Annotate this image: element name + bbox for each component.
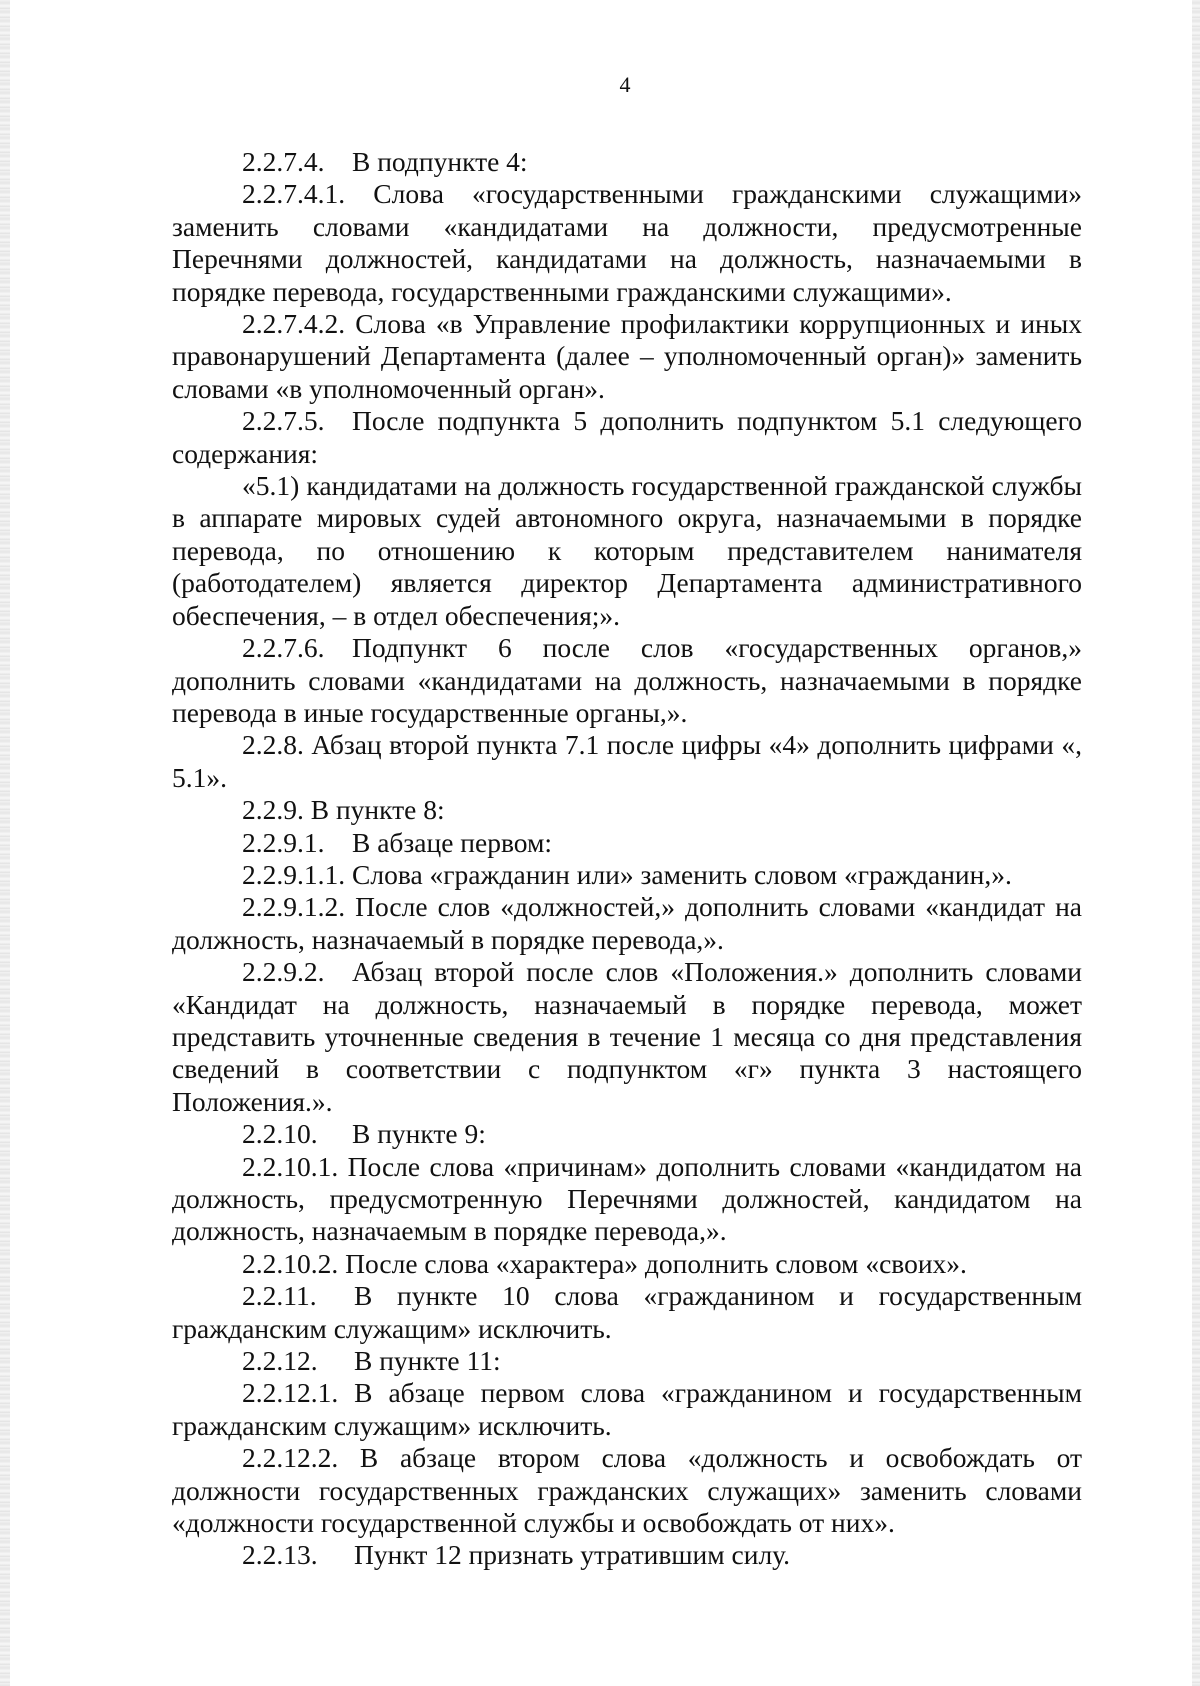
paragraph-2-2-7-4-1 bbox=[172, 178, 1082, 308]
item-number: 2.2.7.6. bbox=[242, 632, 325, 664]
paragraph-text: После подпункта 5 дополнить подпунктом 5.1 следующего содержания: bbox=[172, 405, 1082, 469]
paragraph-2-2-10-1 bbox=[172, 1151, 1082, 1248]
paragraph-text: 2.2.9.1.2. После слов «должностей,» дополнить словами «кандидат на должность, назначаемый в порядке перевода,». bbox=[172, 891, 1082, 955]
paragraph-2-2-9-2 bbox=[172, 956, 1082, 1118]
paragraph-text: В пункте 10 слова «гражданином и государственным гражданским служащим» исключить. bbox=[172, 1280, 1082, 1344]
document-body bbox=[172, 146, 1082, 1572]
paragraph-text: Подпункт 6 после слов «государственных органов,» дополнить словами «кандидатами на должность, назначаемыми в порядке перевода в иные государственные органы,». bbox=[172, 632, 1082, 728]
paragraph-2-2-7-6 bbox=[172, 632, 1082, 729]
paragraph-2-2-10-2 bbox=[172, 1248, 1082, 1280]
paragraph-2-2-9-1 bbox=[172, 827, 1082, 859]
paragraph-2-2-12 bbox=[172, 1345, 1082, 1377]
paragraph-2-2-7-4 bbox=[172, 146, 1082, 178]
paragraph-text: 2.2.9.1.1. Слова «гражданин или» заменить словом «гражданин,». bbox=[242, 858, 1012, 890]
paragraph-text: 2.2.8. Абзац второй пункта 7.1 после цифры «4» дополнить цифрами «, 5.1». bbox=[172, 729, 1082, 793]
scan-edge-left bbox=[0, 0, 10, 1686]
item-number: 2.2.7.4. bbox=[242, 146, 325, 177]
paragraph-text: 2.2.12.1. В абзаце первом слова «гражданином и государственным гражданским служащим» исключить. bbox=[172, 1377, 1082, 1441]
paragraph-2-2-12-2 bbox=[172, 1442, 1082, 1539]
paragraph-text: В абзаце первом: bbox=[352, 826, 553, 858]
paragraph-2-2-12-1 bbox=[172, 1377, 1082, 1442]
page-number: 4 bbox=[619, 72, 631, 97]
paragraph-text: Пункт 12 признать утратившим силу. bbox=[354, 1539, 791, 1571]
item-number: 2.2.11. bbox=[242, 1280, 317, 1312]
paragraph-text: 2.2.10.2. После слова «характера» дополнить словом «своих». bbox=[242, 1247, 967, 1279]
paragraph-text: Абзац второй после слов «Положения.» дополнить словами «Кандидат на должность, назначаемый в порядке перевода, может представить уточненные сведения в течение 1 месяца со дня представления сведений в соответствии с подпунктом «г» пункта 3 настоящего Положения.». bbox=[172, 956, 1082, 1117]
paragraph-2-2-13 bbox=[172, 1539, 1082, 1571]
paragraph-2-2-9-1-2 bbox=[172, 891, 1082, 956]
paragraph-text: В пункте 9: bbox=[352, 1118, 486, 1150]
paragraph-2-2-10 bbox=[172, 1118, 1082, 1150]
paragraph-2-2-7-4-2 bbox=[172, 308, 1082, 405]
paragraph-text: «5.1) кандидатами на должность государственной гражданской службы в аппарате мировых судей автономного округа, назначаемыми в порядке перевода, по отношению к которым представителем нанимателя (работодателем) является директор Департамента административного обеспечения, – в отдел обеспечения;». bbox=[172, 470, 1082, 631]
paragraph-text: 2.2.12.2. В абзаце втором слова «должность и освобождать от должности государственных гражданских служащих» заменить словами «должности государственной службы и освобождать от них». bbox=[172, 1442, 1082, 1539]
paragraph-5-1-quote bbox=[172, 470, 1082, 632]
item-number: 2.2.9.1. bbox=[242, 826, 325, 858]
paragraph-text: 2.2.10.1. После слова «причинам» дополнить словами «кандидатом на должность, предусмотренную Перечнями должностей, кандидатом на должность, назначаемым в порядке перевода,». bbox=[172, 1150, 1082, 1247]
item-number: 2.2.10. bbox=[242, 1118, 318, 1150]
paragraph-text: 2.2.7.4.1. Слова «государственными гражданскими служащими» заменить словами «кандидатами на должности, предусмотренные Перечнями должностей, кандидатами на должность, назначаемыми в порядке перевода, государственными гражданскими служащими». bbox=[172, 178, 1082, 307]
paragraph-2-2-9 bbox=[172, 794, 1082, 826]
item-number: 2.2.13. bbox=[242, 1539, 318, 1571]
paragraph-2-2-11 bbox=[172, 1280, 1082, 1345]
item-number: 2.2.12. bbox=[242, 1345, 318, 1377]
scan-edge-right bbox=[1192, 0, 1200, 1686]
paragraph-2-2-9-1-1 bbox=[172, 859, 1082, 891]
paragraph-text: В пункте 11: bbox=[354, 1345, 501, 1377]
paragraph-2-2-7-5 bbox=[172, 405, 1082, 470]
paragraph-text: В подпункте 4: bbox=[352, 146, 528, 177]
item-number: 2.2.7.5. bbox=[242, 405, 325, 437]
paragraph-text: 2.2.9. В пункте 8: bbox=[242, 794, 445, 826]
paragraph-2-2-8 bbox=[172, 729, 1082, 794]
paragraph-text: 2.2.7.4.2. Слова «в Управление профилактики коррупционных и иных правонарушений Департамента (далее – уполномоченный орган)» заменить словами «в уполномоченный орган». bbox=[172, 308, 1082, 404]
item-number: 2.2.9.2. bbox=[242, 956, 325, 988]
